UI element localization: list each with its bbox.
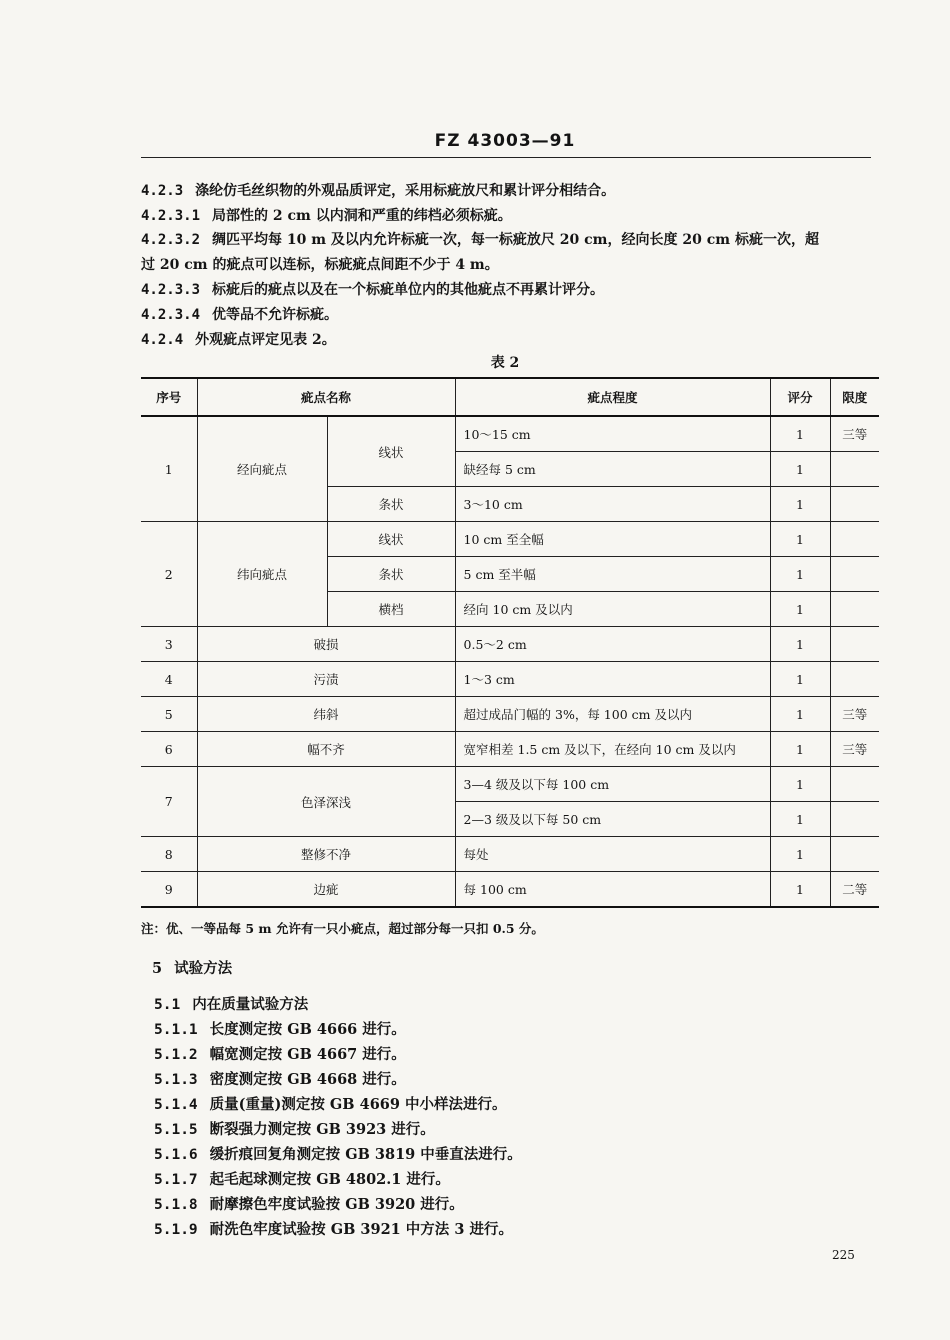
cell-name: 经向疵点 [197,416,327,522]
clause-text: 涤纶仿毛丝织物的外观品质评定，采用标疵放尺和累计评分相结合。 [195,183,616,199]
cell-degree: 2—3 级及以下每 50 cm [455,802,770,837]
table-row [141,697,879,732]
clause-text: 密度测定按 GB 4668 进行。 [209,1071,406,1088]
cell-seq: 8 [141,837,197,872]
section-title: 试验方法 [174,960,233,977]
table-header-row [141,378,879,416]
cell-limit [830,627,879,662]
clause-text: 内在质量试验方法 [192,996,309,1013]
clause-text: 优等品不允许标疵。 [212,307,339,323]
clause-4-2-4 [141,329,336,349]
clause-number: 5.1.5 [154,1122,198,1138]
cell-degree: 超过成品门幅的 3%，每 100 cm 及以内 [455,697,770,732]
cell-limit [830,767,879,802]
section-number: 5 [152,960,163,977]
table-caption: 表 2 [490,355,520,371]
clause-number: 5.1.4 [154,1097,198,1113]
cell-score: 1 [770,872,830,908]
cell-degree: 10～15 cm [455,416,770,452]
clause-4-2-3-2-continued: 过 20 cm 的疵点可以连标，标疵疵点间距不少于 4 m。 [141,257,499,273]
clause-text: 耐洗色牢度试验按 GB 3921 中方法 3 进行。 [209,1221,513,1238]
clause-number: 5.1.6 [154,1147,198,1163]
clause-number: 5.1.8 [154,1197,198,1213]
clause-text: 缓折痕回复角测定按 GB 3819 中垂直法进行。 [209,1146,522,1163]
cell-degree: 5 cm 至半幅 [455,557,770,592]
clause-number: 5.1.2 [154,1047,198,1063]
cell-name: 污渍 [197,662,455,697]
clause-text: 外观疵点评定见表 2。 [195,332,336,348]
cell-degree: 每处 [455,837,770,872]
cell-limit: 二等 [830,872,879,908]
cell-score: 1 [770,802,830,837]
header-defect-degree: 疵点程度 [455,378,770,416]
clause-5-1-3 [154,1068,406,1089]
section-5-title [152,957,232,978]
clause-4-2-3 [141,180,615,200]
clause-4-2-3-4 [141,304,338,324]
cell-seq: 3 [141,627,197,662]
clause-number: 4.2.3.4 [141,307,201,323]
cell-score: 1 [770,452,830,487]
cell-name: 边疵 [197,872,455,908]
header-limit: 限度 [830,378,879,416]
header-defect-name: 疵点名称 [197,378,455,416]
cell-seq: 6 [141,732,197,767]
cell-limit [830,487,879,522]
cell-degree: 3～10 cm [455,487,770,522]
clause-5-1-7 [154,1168,450,1189]
header-rule [141,157,871,158]
clause-number: 5.1 [154,997,181,1013]
cell-seq: 9 [141,872,197,908]
cell-sub: 条状 [327,557,455,592]
table-row [141,837,879,872]
cell-score: 1 [770,592,830,627]
clause-text: 长度测定按 GB 4666 进行。 [209,1021,406,1038]
cell-name: 纬向疵点 [197,522,327,627]
cell-name: 色泽深浅 [197,767,455,837]
cell-score: 1 [770,662,830,697]
clause-5-1-1 [154,1018,406,1039]
clause-number: 4.2.3 [141,183,184,199]
cell-degree: 经向 10 cm 及以内 [455,592,770,627]
cell-seq: 5 [141,697,197,732]
cell-seq: 1 [141,416,197,522]
table-row [141,522,879,557]
cell-limit [830,592,879,627]
clause-5-1-8 [154,1193,464,1214]
clause-text: 质量(重量)测定按 GB 4669 中小样法进行。 [209,1096,507,1113]
cell-score: 1 [770,522,830,557]
cell-seq: 2 [141,522,197,627]
cell-score: 1 [770,487,830,522]
cell-name: 整修不净 [197,837,455,872]
cell-sub: 线状 [327,416,455,487]
document-code: FZ 43003—91 [434,131,576,151]
clause-5-1-5 [154,1118,435,1139]
cell-limit [830,837,879,872]
clause-number: 5.1.7 [154,1172,198,1188]
cell-limit [830,522,879,557]
clause-text: 局部性的 2 cm 以内洞和严重的纬档必须标疵。 [212,208,512,224]
cell-limit: 三等 [830,732,879,767]
cell-score: 1 [770,557,830,592]
page-number: 225 [832,1248,855,1262]
header-score: 评分 [770,378,830,416]
table-row [141,732,879,767]
clause-text: 断裂强力测定按 GB 3923 进行。 [209,1121,435,1138]
cell-seq: 4 [141,662,197,697]
cell-seq: 7 [141,767,197,837]
cell-degree: 宽窄相差 1.5 cm 及以下，在经向 10 cm 及以内 [455,732,770,767]
cell-limit [830,452,879,487]
cell-limit [830,557,879,592]
cell-score: 1 [770,837,830,872]
clause-5-1-9 [154,1218,513,1239]
cell-score: 1 [770,732,830,767]
cell-score: 1 [770,697,830,732]
cell-sub: 横档 [327,592,455,627]
clause-number: 5.1.1 [154,1022,198,1038]
clause-number: 5.1.3 [154,1072,198,1088]
subsection-5-1 [154,993,308,1014]
clause-text: 绸匹平均每 10 m 及以内允许标疵一次，每一标疵放尺 20 cm，经向长度 20 cm 标疵一次，超 [212,232,819,248]
clause-number: 4.2.3.1 [141,208,201,224]
cell-degree: 3—4 级及以下每 100 cm [455,767,770,802]
clause-number: 4.2.3.3 [141,282,201,298]
clause-text: 标疵后的疵点以及在一个标疵单位内的其他疵点不再累计评分。 [212,282,605,298]
cell-name: 幅不齐 [197,732,455,767]
table-row [141,627,879,662]
header-seq: 序号 [141,378,197,416]
cell-degree: 1～3 cm [455,662,770,697]
cell-score: 1 [770,767,830,802]
cell-degree: 缺经每 5 cm [455,452,770,487]
clause-number: 4.2.3.2 [141,232,201,248]
cell-limit [830,662,879,697]
clause-5-1-4 [154,1093,507,1114]
clause-number: 5.1.9 [154,1222,198,1238]
clause-5-1-6 [154,1143,522,1164]
table-row [141,872,879,908]
clause-text: 幅宽测定按 GB 4667 进行。 [209,1046,406,1063]
clause-4-2-3-2 [141,229,819,249]
cell-limit: 三等 [830,697,879,732]
cell-limit: 三等 [830,416,879,452]
clause-number: 4.2.4 [141,332,184,348]
clause-4-2-3-1 [141,205,512,225]
clause-5-1-2 [154,1043,406,1064]
clause-4-2-3-3 [141,279,604,299]
cell-name: 破损 [197,627,455,662]
table-note: 注：优、一等品每 5 m 允许有一只小疵点，超过部分每一只扣 0.5 分。 [141,921,544,936]
cell-limit [830,802,879,837]
cell-name: 纬斜 [197,697,455,732]
cell-sub: 线状 [327,522,455,557]
table-row [141,767,879,802]
clause-text: 起毛起球测定按 GB 4802.1 进行。 [209,1171,450,1188]
clause-text: 耐摩擦色牢度试验按 GB 3920 进行。 [209,1196,464,1213]
cell-score: 1 [770,416,830,452]
defect-table [141,377,879,908]
cell-degree: 10 cm 至全幅 [455,522,770,557]
cell-sub: 条状 [327,487,455,522]
cell-degree: 0.5～2 cm [455,627,770,662]
cell-degree: 每 100 cm [455,872,770,908]
table-row [141,662,879,697]
cell-score: 1 [770,627,830,662]
table-row [141,416,879,452]
